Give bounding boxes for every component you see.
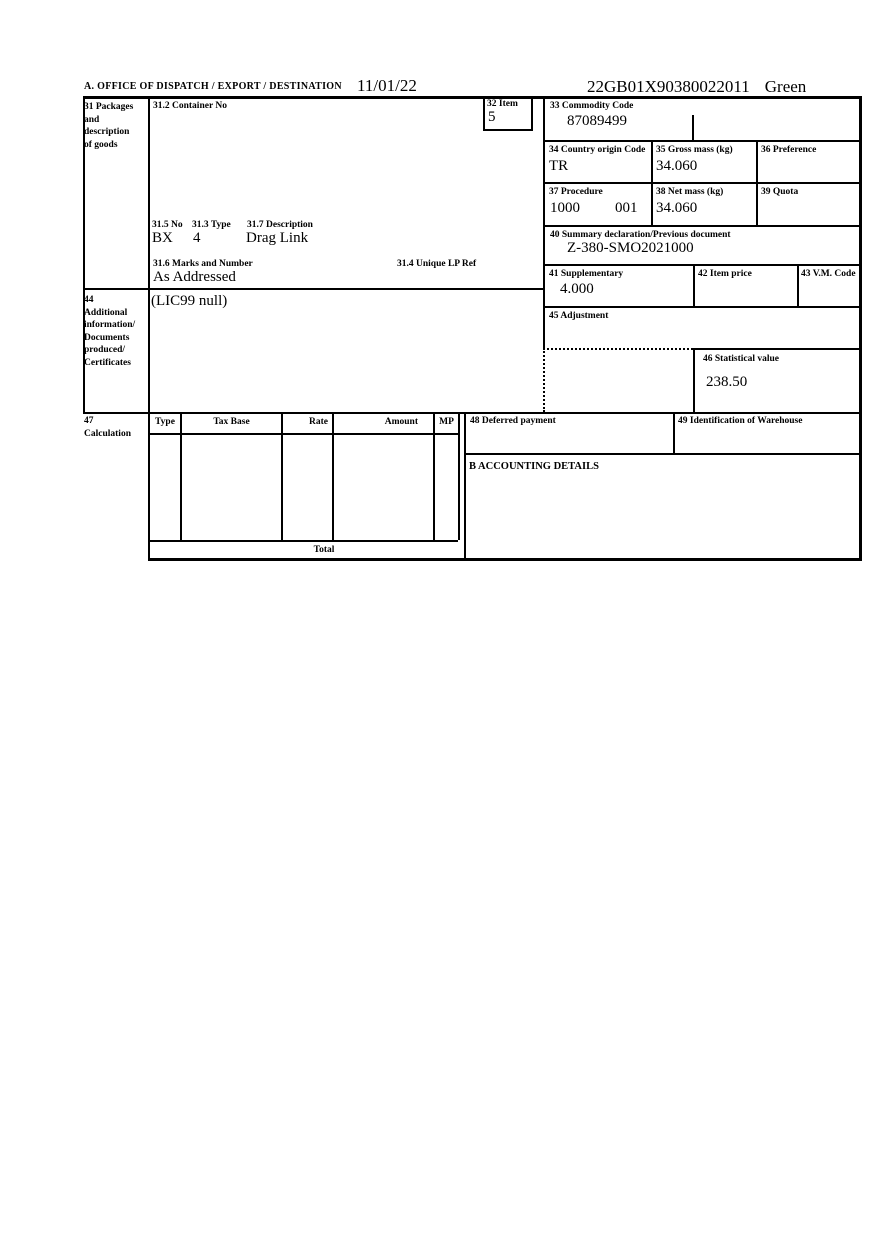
commodity-code-value: 87089499 — [567, 113, 627, 129]
box-41-supplementary — [543, 264, 693, 306]
box-43-vm-code — [797, 264, 862, 306]
adjustment-label: 45 Adjustment — [549, 311, 609, 321]
preference-label: 36 Preference — [761, 145, 817, 155]
packages-no-label: 31.5 No — [152, 220, 183, 230]
previous-document-value: Z-380-SMO2021000 — [567, 240, 694, 256]
box-46-statistical-value — [693, 348, 862, 412]
box-36-preference — [756, 140, 862, 182]
box-31-label: 31 Packages and description of goods — [84, 102, 134, 150]
item-price-label: 42 Item price — [698, 269, 752, 279]
box-31-label-column — [83, 97, 148, 288]
box-48-deferred-payment — [464, 412, 673, 453]
procedure-code-secondary-value: 001 — [615, 200, 638, 216]
box-45-adjustment — [543, 306, 862, 348]
calc-cell-amount — [332, 433, 433, 540]
statistical-value-amount: 238.50 — [706, 374, 748, 390]
calc-table-right-border — [458, 412, 460, 540]
procedure-code-value: 1000 — [550, 200, 580, 216]
accounting-details-label: B ACCOUNTING DETAILS — [469, 461, 599, 472]
box-44-label-column — [83, 288, 148, 412]
box-42-item-price — [693, 264, 797, 306]
statistical-value-label: 46 Statistical value — [703, 354, 779, 364]
net-mass-value: 34.060 — [656, 200, 698, 216]
commodity-code-divider — [692, 115, 694, 140]
supplementary-label: 41 Supplementary — [549, 269, 624, 279]
packages-type-label: 31.3 Type — [192, 220, 231, 230]
net-mass-label: 38 Net mass (kg) — [656, 187, 724, 197]
calc-header-amount: Amount — [332, 412, 433, 433]
box-33-commodity-code — [543, 97, 862, 140]
goods-description-label: 31.7 Description — [247, 220, 313, 230]
quota-label: 39 Quota — [761, 187, 799, 197]
total-label: Total — [313, 545, 335, 555]
box-44-label: 44 Additional information/ Documents produced/ Certificates — [84, 295, 136, 368]
calc-cell-rate — [281, 433, 332, 540]
commodity-code-label: 33 Commodity Code — [550, 101, 634, 111]
movement-reference-number: 22GB01X90380022011 — [587, 77, 750, 96]
box-49-warehouse-identification — [673, 412, 862, 453]
procedure-label: 37 Procedure — [549, 187, 603, 197]
box-47-label: 47 Calculation — [84, 416, 131, 439]
packages-no-value: BX — [152, 230, 173, 246]
box-b-accounting-details — [464, 453, 862, 560]
calc-header-tax-base: Tax Base — [180, 412, 281, 433]
box-34-country-origin — [543, 140, 651, 182]
statistical-value-dotted-area — [543, 348, 693, 412]
item-number-value: 5 — [488, 109, 496, 125]
calc-cell-type — [148, 433, 180, 540]
reference-line — [587, 78, 806, 96]
calc-cell-tax-base — [180, 433, 281, 540]
gross-mass-label: 35 Gross mass (kg) — [656, 145, 733, 155]
calc-cell-mp — [433, 433, 458, 540]
box-32-item — [483, 97, 533, 131]
declaration-date: 11/01/22 — [357, 76, 417, 95]
gross-mass-value: 34.060 — [656, 158, 698, 174]
packages-type-value: 4 — [193, 230, 201, 246]
box-35-gross-mass — [651, 140, 756, 182]
box-37-procedure — [543, 182, 651, 225]
marks-and-number-label: 31.6 Marks and Number — [153, 259, 253, 269]
vm-code-label: 43 V.M. Code — [801, 269, 856, 279]
calc-total-row — [148, 540, 458, 559]
container-no-label: 31.2 Container No — [153, 101, 227, 111]
box-38-net-mass — [651, 182, 756, 225]
additional-information-value: (LIC99 null) — [151, 293, 228, 309]
routing-indicator: Green — [764, 77, 807, 96]
marks-and-number-value: As Addressed — [153, 269, 236, 285]
goods-description-value: Drag Link — [246, 230, 309, 246]
supplementary-units-value: 4.000 — [560, 281, 594, 297]
summary-declaration-label: 40 Summary declaration/Previous document — [550, 230, 731, 240]
country-origin-value: TR — [549, 158, 569, 174]
unique-lp-ref-label: 31.4 Unique LP Ref — [397, 259, 477, 269]
box-40-summary-declaration — [543, 225, 862, 264]
country-origin-label: 34 Country origin Code — [549, 145, 646, 155]
calc-header-type: Type — [148, 412, 180, 433]
warehouse-identification-label: 49 Identification of Warehouse — [678, 416, 803, 426]
office-of-dispatch-header: A. OFFICE OF DISPATCH / EXPORT / DESTINATION — [84, 81, 342, 92]
box-39-quota — [756, 182, 862, 225]
calc-header-rate: Rate — [281, 412, 332, 433]
item-label: 32 Item — [487, 99, 518, 109]
deferred-payment-label: 48 Deferred payment — [470, 416, 556, 426]
calc-header-mp: MP — [433, 412, 458, 433]
box-44-additional-information — [148, 288, 543, 412]
